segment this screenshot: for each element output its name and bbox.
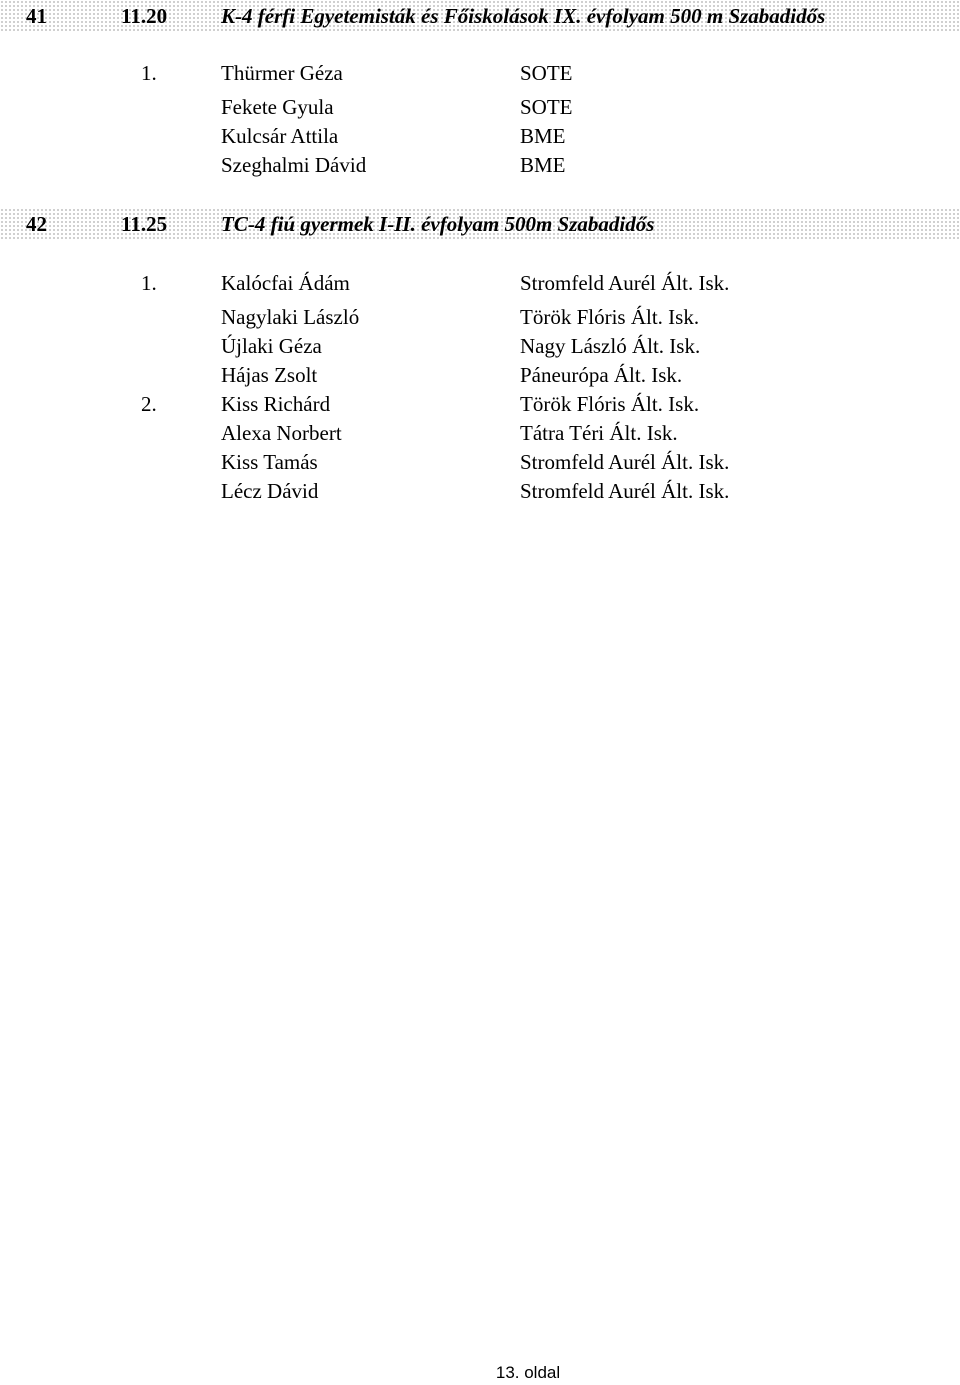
event-header-41 <box>0 0 960 32</box>
club-name: SOTE <box>520 95 573 119</box>
athlete-name: Szeghalmi Dávid <box>221 153 367 177</box>
athlete-name: Hájas Zsolt <box>221 363 318 387</box>
athlete-name: Nagylaki László <box>221 305 360 329</box>
athlete-name: Lécz Dávid <box>221 479 319 503</box>
club-name: Stromfeld Aurél Ált. Isk. <box>520 479 730 503</box>
athlete-name: Fekete Gyula <box>221 95 334 119</box>
club-name: Tátra Téri Ált. Isk. <box>520 421 678 445</box>
event-title: TC-4 fiú gyermek I-II. évfolyam 500m Szabadidős <box>221 212 655 236</box>
page-number: 13. oldal <box>495 1363 561 1382</box>
result-place: 2. <box>141 392 157 416</box>
athlete-name: Újlaki Géza <box>221 334 322 358</box>
result-row <box>0 332 960 360</box>
result-row <box>0 151 960 179</box>
athlete-name: Kiss Tamás <box>221 450 318 474</box>
result-row <box>0 361 960 389</box>
result-row <box>0 303 960 331</box>
club-name: SOTE <box>520 61 573 85</box>
athlete-name: Kiss Richárd <box>221 392 331 416</box>
event-number: 42 <box>26 212 47 236</box>
club-name: Páneurópa Ált. Isk. <box>520 363 683 387</box>
event-title: K-4 férfi Egyetemisták és Főiskolások IX. évfolyam 500 m Szabadidős <box>221 4 826 28</box>
club-name: Stromfeld Aurél Ált. Isk. <box>520 450 730 474</box>
athlete-name: Kalócfai Ádám <box>221 271 350 295</box>
result-row <box>0 269 960 297</box>
club-name: BME <box>520 124 566 148</box>
result-row <box>0 390 960 418</box>
athlete-name: Alexa Norbert <box>221 421 342 445</box>
club-name: Török Flóris Ált. Isk. <box>520 392 700 416</box>
result-row <box>0 477 960 505</box>
event-number: 41 <box>26 4 47 28</box>
club-name: Török Flóris Ált. Isk. <box>520 305 700 329</box>
result-row <box>0 122 960 150</box>
page-footer <box>0 1363 960 1383</box>
athlete-name: Kulcsár Attila <box>221 124 339 148</box>
athlete-name: Thürmer Géza <box>221 61 343 85</box>
club-name: Stromfeld Aurél Ált. Isk. <box>520 271 730 295</box>
result-place: 1. <box>141 271 157 295</box>
result-place: 1. <box>141 61 157 85</box>
club-name: Nagy László Ált. Isk. <box>520 334 701 358</box>
event-header-42 <box>0 208 960 240</box>
event-time: 11.25 <box>121 212 168 236</box>
result-row <box>0 448 960 476</box>
club-name: BME <box>520 153 566 177</box>
result-row <box>0 59 960 87</box>
result-row <box>0 419 960 447</box>
result-row <box>0 93 960 121</box>
event-time: 11.20 <box>121 4 168 28</box>
